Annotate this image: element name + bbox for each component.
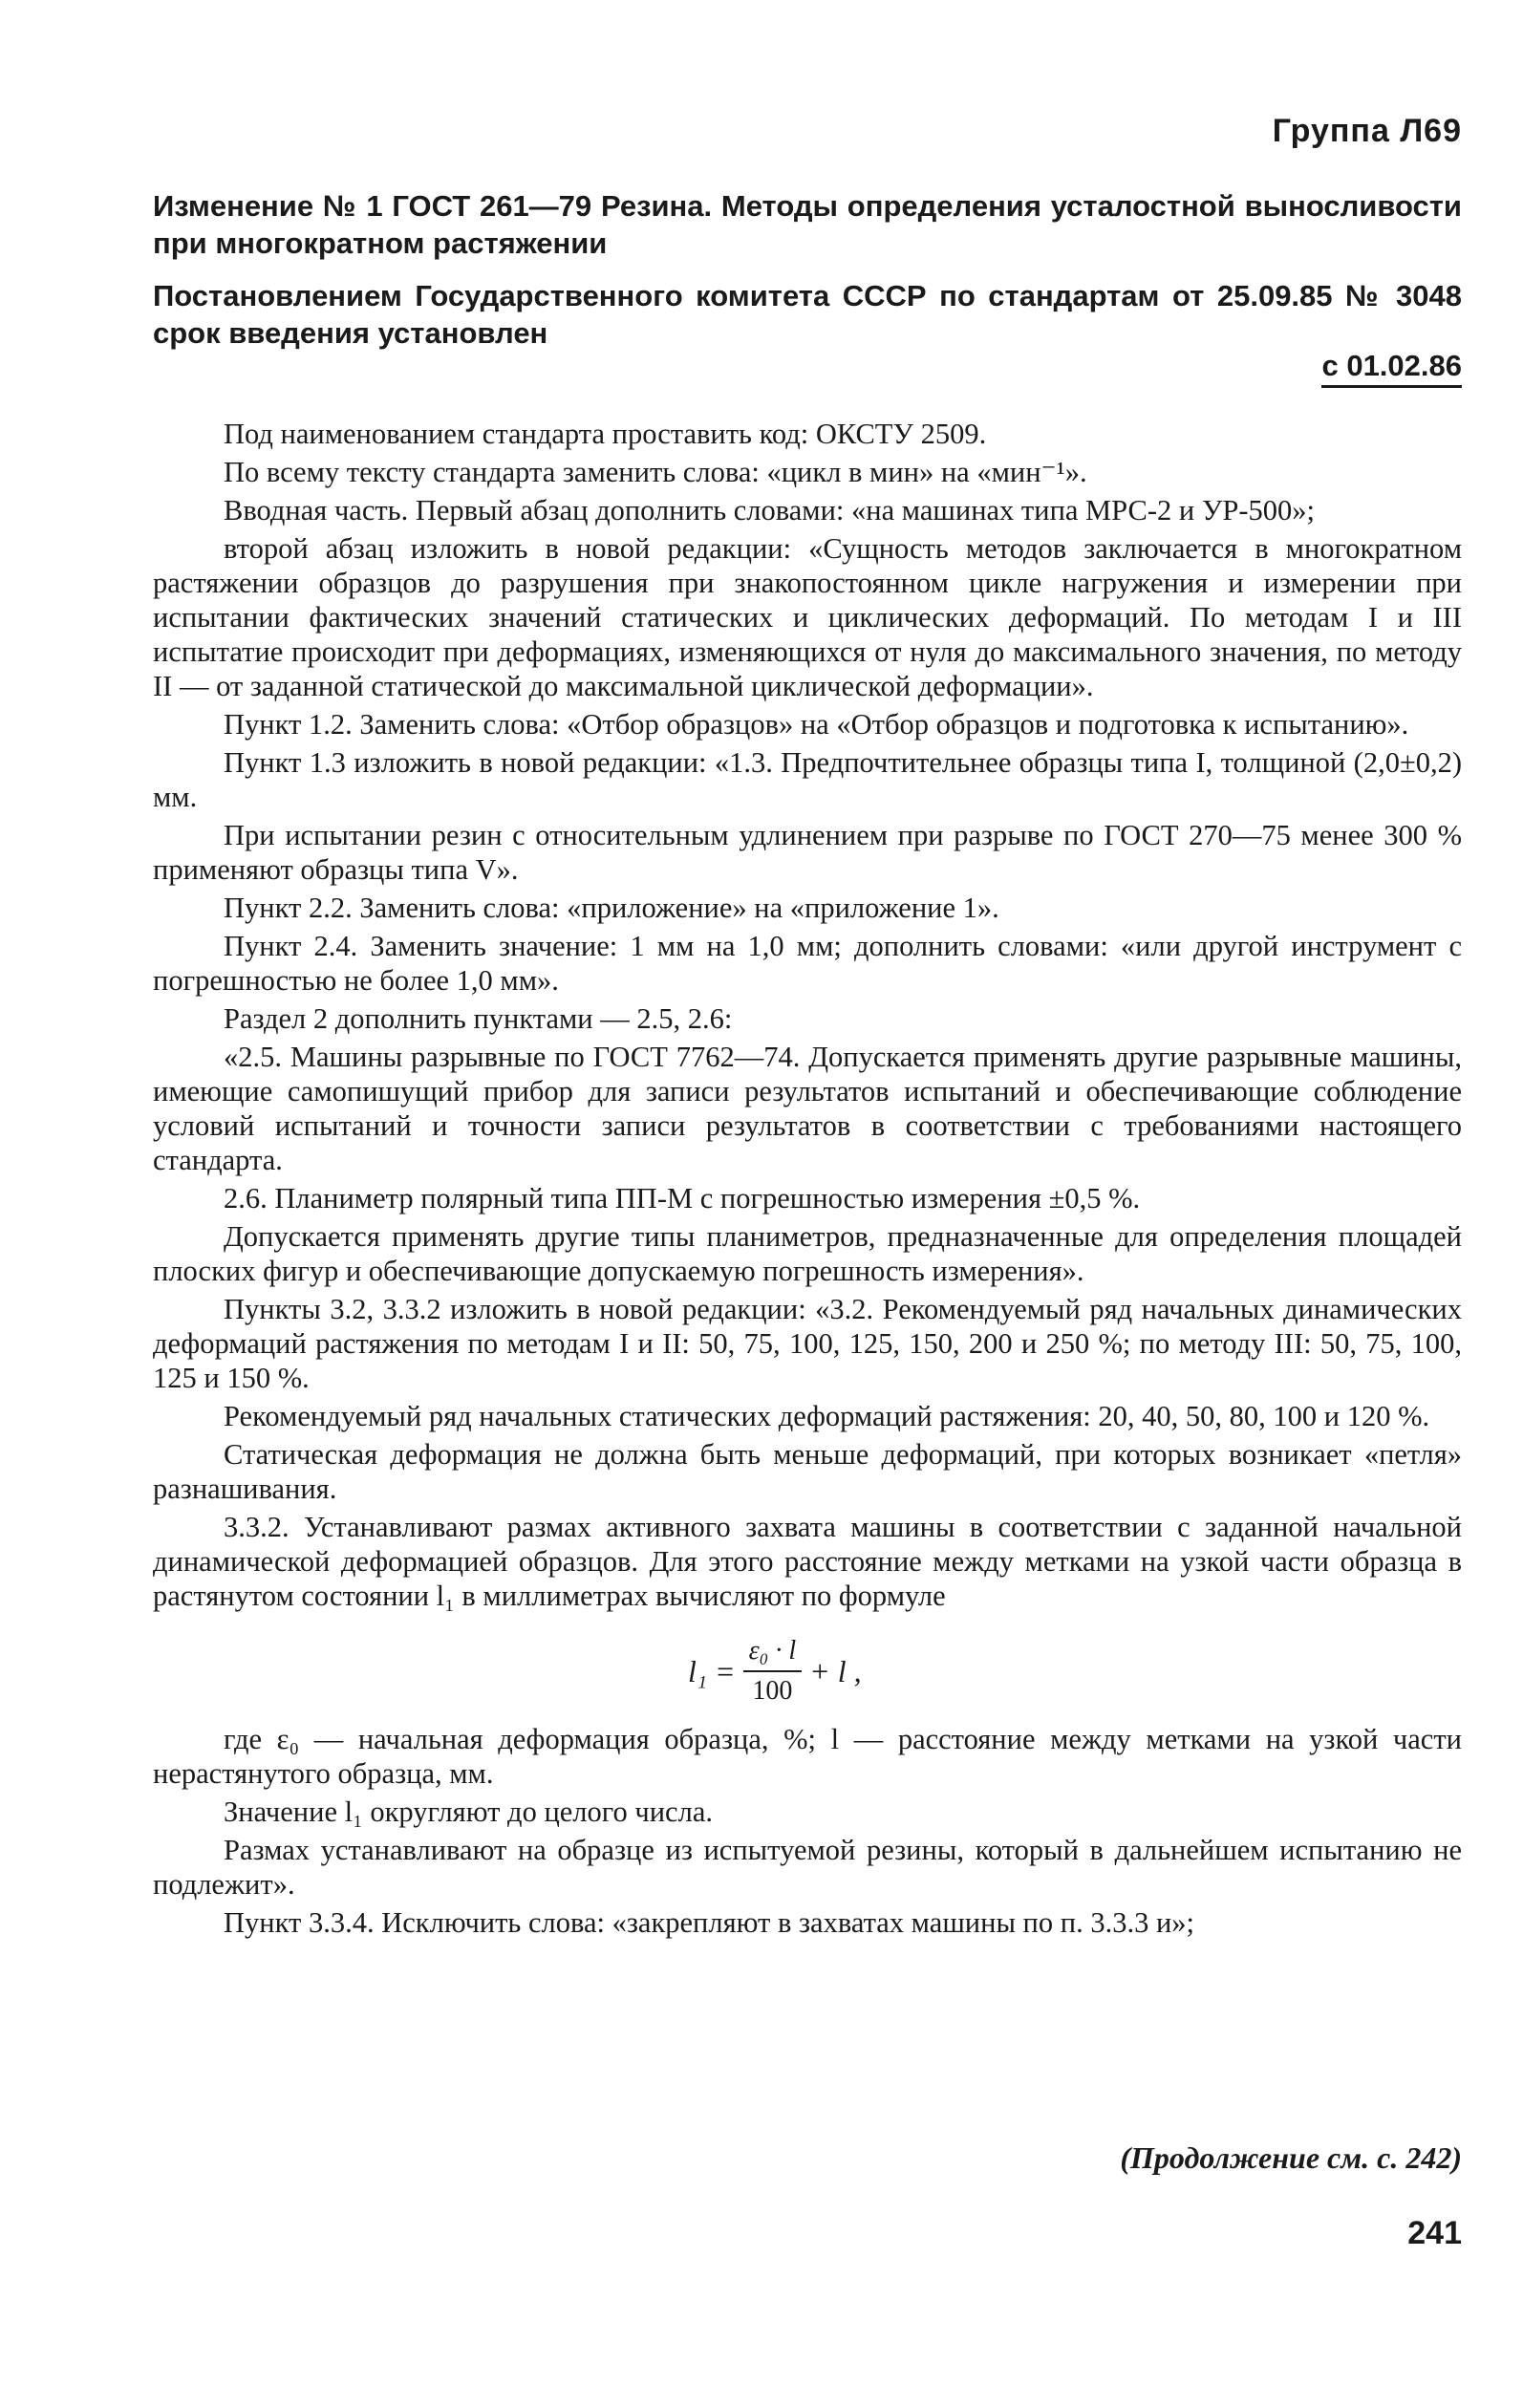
group-code: Группа Л69 [1272,113,1462,149]
page-number: 241 [1407,2215,1462,2251]
paragraph: второй абзац изложить в новой редакции: «Сущность методов заключается в многократном растяжении образцов до разрушения при знакопостоянном цикле нагружения и измерении при испытании фактических значений статических и циклических деформаций. По методам I и III испытатие происходит при деформациях, изменяющихся от нуля до максимального значения, по методу II — от заданной статической до максимальной циклической деформации». [153,532,1462,702]
effective-date: с 01.02.86 [1321,349,1462,388]
paragraph: Пункт 2.2. Заменить слова: «приложение» на «приложение 1». [224,892,999,924]
paragraph: Пункт 3.3.4. Исключить слова: «закрепляют в захватах машины по п. 3.3.3 и»; [224,1906,1195,1939]
formula-lhs: l₁ = [688,1654,736,1688]
formula-denominator: 100 [752,1676,793,1706]
paragraph: Рекомендуемый ряд начальных статических деформаций растяжения: 20, 40, 50, 80, 100 и 120 %. [224,1400,1430,1432]
paragraph: Под наименованием стандарта проставить код: ОКСТУ 2509. [224,418,987,450]
paragraph: где ε₀ — начальная деформация образца, %; l — расстояние между метками на узкой части нерастянутого образца, мм. [153,1723,1462,1790]
paragraph: Вводная часть. Первый абзац дополнить словами: «на машинах типа МРС-2 и УР-500»; [224,494,1316,527]
paragraph: Пункт 2.4. Заменить значение: 1 мм на 1,0 мм; дополнить словами: «или другой инструмент с погрешностью не более 1,0 мм». [153,930,1462,997]
formula [153,1617,1462,1722]
paragraph: 2.6. Планиметр полярный типа ПП-М с погрешностью измерения ±0,5 %. [224,1182,1141,1215]
paragraph: Значение l₁ округляют до целого числа. [224,1795,713,1828]
paragraph: Размах устанавливают на образце из испытуемой резины, который в дальнейшем испытанию не подлежит». [153,1834,1462,1901]
formula-fraction [743,1634,803,1709]
document-page [153,0,1462,2408]
formula-numerator: ε₀ · l [743,1634,803,1672]
paragraph: Допускается применять другие типы планиметров, предназначенные для определения площадей плоских фигур и обеспечивающие допускаемую погрешность измерения». [153,1220,1462,1287]
continuation-note: (Продолжение см. с. 242) [1120,2140,1462,2175]
document-body [153,417,1462,1944]
decree-text: Постановлением Государственного комитета СССР по стандартам от 25.09.85 № 3048 срок введения установлен [153,279,1462,350]
amendment-title: Изменение № 1 ГОСТ 261—79 Резина. Методы определения усталостной выносливости при многократном растяжении [153,189,1462,260]
paragraph: Раздел 2 дополнить пунктами — 2.5, 2.6: [224,1002,733,1035]
paragraph: При испытании резин с относительным удлинением при разрыве по ГОСТ 270—75 менее 300 % применяют образцы типа V». [153,819,1462,886]
formula-rhs: + l , [809,1654,862,1688]
paragraph: Пункт 1.2. Заменить слова: «Отбор образцов» на «Отбор образцов и подготовка к испытанию». [224,708,1409,741]
paragraph: Пункт 1.3 изложить в новой редакции: «1.3. Предпочтительнее образцы типа I, толщиной (2,0±0,2) мм. [153,746,1462,813]
paragraph: Статическая деформация не должна быть меньше деформаций, при которых возникает «петля» разнашивания. [153,1438,1462,1505]
paragraph: По всему тексту стандарта заменить слова: «цикл в мин» на «мин⁻¹». [224,456,1087,488]
paragraph: 3.3.2. Устанавливают размах активного захвата машины в соответствии с заданной начальной динамической деформацией образцов. Для этого расстояние между метками на узкой части образца в растянутом состоянии l₁ в миллиметрах вычисляют по формуле [153,1511,1462,1612]
paragraph: «2.5. Машины разрывные по ГОСТ 7762—74. Допускается применять другие разрывные машины, имеющие самопишущий прибор для записи результатов испытаний и обеспечивающие соблюдение условий испытаний и точности записи результатов в соответствии с требованиями настоящего стандарта. [153,1041,1462,1176]
paragraph: Пункты 3.2, 3.3.2 изложить в новой редакции: «3.2. Рекомендуемый ряд начальных динамических деформаций растяжения по методам I и II: 50, 75, 100, 125, 150, 200 и 250 %; по методу III: 50, 75, 100, 125 и 150 %. [153,1293,1462,1394]
